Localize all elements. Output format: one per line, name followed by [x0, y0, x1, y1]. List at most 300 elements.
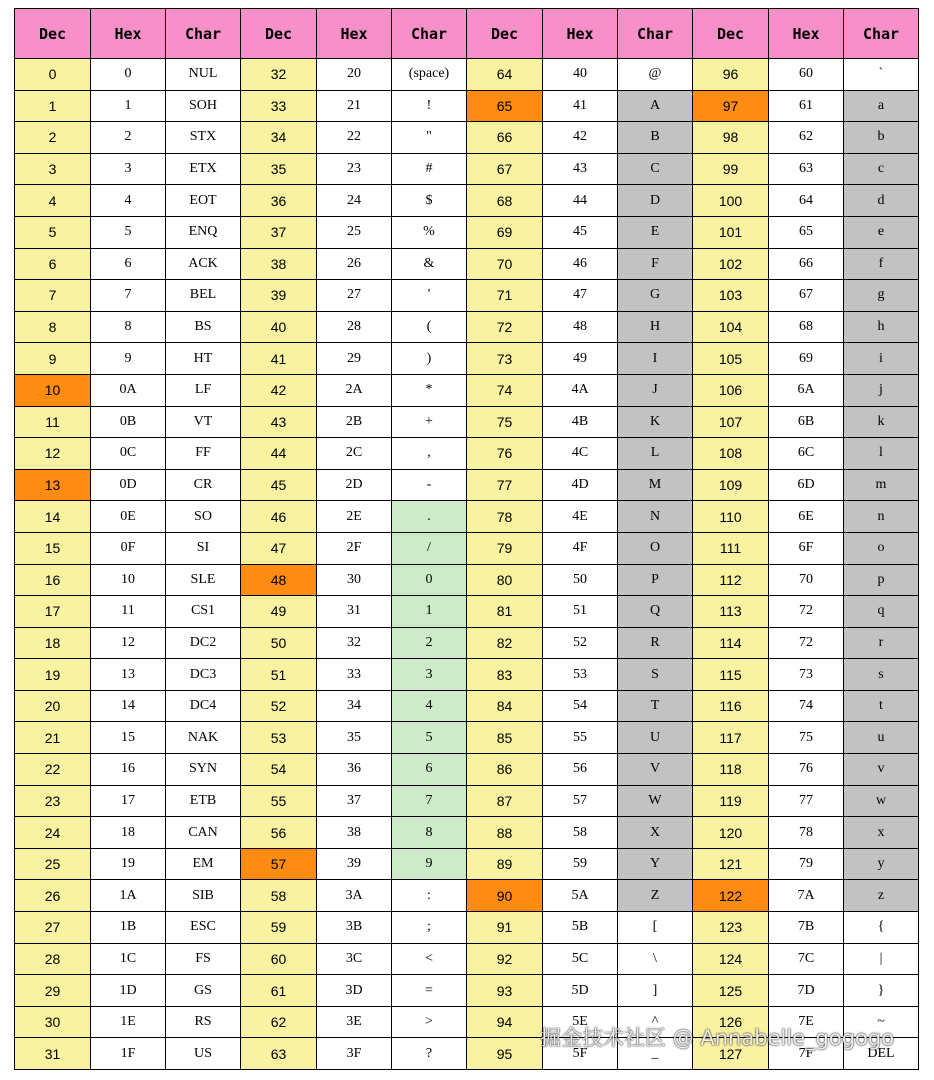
char-cell: N: [618, 501, 693, 533]
table-row: [15, 564, 919, 596]
dec-cell: 57: [241, 848, 317, 880]
dec-cell: 51: [241, 659, 317, 691]
char-cell: Q: [618, 596, 693, 628]
dec-cell: 16: [15, 564, 91, 596]
hex-cell: 1: [91, 90, 166, 122]
char-cell: ACK: [166, 248, 241, 280]
hex-cell: 4F: [543, 532, 618, 564]
dec-cell: 27: [15, 912, 91, 944]
char-cell: R: [618, 627, 693, 659]
column-header: Hex: [317, 9, 392, 59]
hex-cell: 43: [543, 153, 618, 185]
hex-cell: 74: [769, 690, 844, 722]
hex-cell: 5B: [543, 912, 618, 944]
column-header: Char: [392, 9, 467, 59]
hex-cell: 75: [769, 722, 844, 754]
hex-cell: 50: [543, 564, 618, 596]
char-cell: CS1: [166, 596, 241, 628]
dec-cell: 80: [467, 564, 543, 596]
dec-cell: 121: [693, 848, 769, 880]
hex-cell: 5F: [543, 1038, 618, 1070]
column-header: Hex: [91, 9, 166, 59]
dec-cell: 67: [467, 153, 543, 185]
char-cell: DC4: [166, 690, 241, 722]
hex-cell: 3F: [317, 1038, 392, 1070]
hex-cell: 13: [91, 659, 166, 691]
dec-cell: 40: [241, 311, 317, 343]
table-row: [15, 501, 919, 533]
hex-cell: 53: [543, 659, 618, 691]
dec-cell: 32: [241, 59, 317, 91]
table-row: [15, 817, 919, 849]
dec-cell: 78: [467, 501, 543, 533]
hex-cell: 38: [317, 817, 392, 849]
char-cell: DC3: [166, 659, 241, 691]
hex-cell: 5D: [543, 975, 618, 1007]
hex-cell: 37: [317, 785, 392, 817]
char-cell: (: [392, 311, 467, 343]
char-cell: ESC: [166, 912, 241, 944]
column-header: Dec: [467, 9, 543, 59]
dec-cell: 113: [693, 596, 769, 628]
char-cell: M: [618, 469, 693, 501]
dec-cell: 114: [693, 627, 769, 659]
dec-cell: 116: [693, 690, 769, 722]
hex-cell: 5E: [543, 1006, 618, 1038]
table-row: [15, 185, 919, 217]
hex-cell: 2: [91, 122, 166, 154]
hex-cell: 66: [769, 248, 844, 280]
column-header: Hex: [543, 9, 618, 59]
char-cell: ): [392, 343, 467, 375]
dec-cell: 23: [15, 785, 91, 817]
table-row: [15, 216, 919, 248]
char-cell: .: [392, 501, 467, 533]
hex-cell: 78: [769, 817, 844, 849]
hex-cell: 72: [769, 596, 844, 628]
hex-cell: 7C: [769, 943, 844, 975]
hex-cell: 1E: [91, 1006, 166, 1038]
dec-cell: 108: [693, 438, 769, 470]
hex-cell: 63: [769, 153, 844, 185]
hex-cell: 8: [91, 311, 166, 343]
dec-cell: 100: [693, 185, 769, 217]
column-header: Char: [166, 9, 241, 59]
char-cell: G: [618, 280, 693, 312]
hex-cell: 19: [91, 848, 166, 880]
char-cell: D: [618, 185, 693, 217]
dec-cell: 107: [693, 406, 769, 438]
table-row: [15, 406, 919, 438]
dec-cell: 126: [693, 1006, 769, 1038]
table-row: [15, 596, 919, 628]
column-header: Dec: [693, 9, 769, 59]
hex-cell: 35: [317, 722, 392, 754]
char-cell: BS: [166, 311, 241, 343]
dec-cell: 55: [241, 785, 317, 817]
dec-cell: 76: [467, 438, 543, 470]
char-cell: EOT: [166, 185, 241, 217]
char-cell: HT: [166, 343, 241, 375]
hex-cell: 1C: [91, 943, 166, 975]
char-cell: C: [618, 153, 693, 185]
hex-cell: 7: [91, 280, 166, 312]
dec-cell: 8: [15, 311, 91, 343]
char-cell: ;: [392, 912, 467, 944]
dec-cell: 65: [467, 90, 543, 122]
hex-cell: 34: [317, 690, 392, 722]
hex-cell: 0C: [91, 438, 166, 470]
dec-cell: 64: [467, 59, 543, 91]
hex-cell: 47: [543, 280, 618, 312]
hex-cell: 76: [769, 754, 844, 786]
dec-cell: 24: [15, 817, 91, 849]
char-cell: \: [618, 943, 693, 975]
table-row: [15, 438, 919, 470]
hex-cell: 11: [91, 596, 166, 628]
dec-cell: 94: [467, 1006, 543, 1038]
dec-cell: 81: [467, 596, 543, 628]
dec-cell: 104: [693, 311, 769, 343]
dec-cell: 46: [241, 501, 317, 533]
table-row: [15, 912, 919, 944]
char-cell: o: [844, 532, 919, 564]
hex-cell: 2F: [317, 532, 392, 564]
char-cell: 6: [392, 754, 467, 786]
hex-cell: 5A: [543, 880, 618, 912]
dec-cell: 14: [15, 501, 91, 533]
hex-cell: 30: [317, 564, 392, 596]
char-cell: P: [618, 564, 693, 596]
dec-cell: 68: [467, 185, 543, 217]
dec-cell: 59: [241, 912, 317, 944]
hex-cell: 6A: [769, 374, 844, 406]
char-cell: O: [618, 532, 693, 564]
hex-cell: 5C: [543, 943, 618, 975]
char-cell: <: [392, 943, 467, 975]
char-cell: Z: [618, 880, 693, 912]
char-cell: A: [618, 90, 693, 122]
dec-cell: 71: [467, 280, 543, 312]
dec-cell: 66: [467, 122, 543, 154]
dec-cell: 41: [241, 343, 317, 375]
hex-cell: 0: [91, 59, 166, 91]
hex-cell: 28: [317, 311, 392, 343]
hex-cell: 61: [769, 90, 844, 122]
dec-cell: 39: [241, 280, 317, 312]
dec-cell: 45: [241, 469, 317, 501]
dec-cell: 63: [241, 1038, 317, 1070]
dec-cell: 20: [15, 690, 91, 722]
dec-cell: 75: [467, 406, 543, 438]
char-cell: +: [392, 406, 467, 438]
hex-cell: 3A: [317, 880, 392, 912]
hex-cell: 0B: [91, 406, 166, 438]
hex-cell: 2B: [317, 406, 392, 438]
dec-cell: 69: [467, 216, 543, 248]
hex-cell: 42: [543, 122, 618, 154]
table-row: [15, 722, 919, 754]
char-cell: ETX: [166, 153, 241, 185]
dec-cell: 15: [15, 532, 91, 564]
hex-cell: 0D: [91, 469, 166, 501]
char-cell: _: [618, 1038, 693, 1070]
dec-cell: 26: [15, 880, 91, 912]
char-cell: w: [844, 785, 919, 817]
char-cell: /: [392, 532, 467, 564]
hex-cell: 15: [91, 722, 166, 754]
dec-cell: 48: [241, 564, 317, 596]
hex-cell: 27: [317, 280, 392, 312]
char-cell: FF: [166, 438, 241, 470]
char-cell: >: [392, 1006, 467, 1038]
char-cell: J: [618, 374, 693, 406]
hex-cell: 6: [91, 248, 166, 280]
dec-cell: 19: [15, 659, 91, 691]
dec-cell: 54: [241, 754, 317, 786]
dec-cell: 91: [467, 912, 543, 944]
dec-cell: 95: [467, 1038, 543, 1070]
hex-cell: 62: [769, 122, 844, 154]
dec-cell: 17: [15, 596, 91, 628]
dec-cell: 36: [241, 185, 317, 217]
table-row: [15, 1038, 919, 1070]
table-row: [15, 90, 919, 122]
char-cell: 9: [392, 848, 467, 880]
hex-cell: 54: [543, 690, 618, 722]
char-cell: |: [844, 943, 919, 975]
char-cell: DC2: [166, 627, 241, 659]
char-cell: i: [844, 343, 919, 375]
dec-cell: 61: [241, 975, 317, 1007]
hex-cell: 4E: [543, 501, 618, 533]
char-cell: $: [392, 185, 467, 217]
char-cell: CAN: [166, 817, 241, 849]
dec-cell: 34: [241, 122, 317, 154]
char-cell: 4: [392, 690, 467, 722]
char-cell: d: [844, 185, 919, 217]
dec-cell: 83: [467, 659, 543, 691]
table-row: [15, 248, 919, 280]
hex-cell: 33: [317, 659, 392, 691]
char-cell: %: [392, 216, 467, 248]
hex-cell: 0F: [91, 532, 166, 564]
hex-cell: 14: [91, 690, 166, 722]
char-cell: RS: [166, 1006, 241, 1038]
column-header: Dec: [15, 9, 91, 59]
char-cell: L: [618, 438, 693, 470]
dec-cell: 106: [693, 374, 769, 406]
table-body: [15, 59, 919, 1070]
dec-cell: 6: [15, 248, 91, 280]
dec-cell: 103: [693, 280, 769, 312]
char-cell: US: [166, 1038, 241, 1070]
hex-cell: 2D: [317, 469, 392, 501]
hex-cell: 4B: [543, 406, 618, 438]
table-row: [15, 59, 919, 91]
char-cell: F: [618, 248, 693, 280]
char-cell: SOH: [166, 90, 241, 122]
char-cell: ETB: [166, 785, 241, 817]
char-cell: ?: [392, 1038, 467, 1070]
hex-cell: 46: [543, 248, 618, 280]
dec-cell: 111: [693, 532, 769, 564]
hex-cell: 10: [91, 564, 166, 596]
char-cell: W: [618, 785, 693, 817]
hex-cell: 51: [543, 596, 618, 628]
column-header: Hex: [769, 9, 844, 59]
dec-cell: 60: [241, 943, 317, 975]
hex-cell: 3B: [317, 912, 392, 944]
dec-cell: 53: [241, 722, 317, 754]
hex-cell: 18: [91, 817, 166, 849]
dec-cell: 112: [693, 564, 769, 596]
char-cell: v: [844, 754, 919, 786]
hex-cell: 1A: [91, 880, 166, 912]
char-cell: ': [392, 280, 467, 312]
table-row: [15, 627, 919, 659]
hex-cell: 48: [543, 311, 618, 343]
dec-cell: 28: [15, 943, 91, 975]
dec-cell: 11: [15, 406, 91, 438]
char-cell: y: [844, 848, 919, 880]
hex-cell: 40: [543, 59, 618, 91]
char-cell: NUL: [166, 59, 241, 91]
hex-cell: 3E: [317, 1006, 392, 1038]
dec-cell: 115: [693, 659, 769, 691]
hex-cell: 45: [543, 216, 618, 248]
char-cell: f: [844, 248, 919, 280]
char-cell: BEL: [166, 280, 241, 312]
hex-cell: 29: [317, 343, 392, 375]
char-cell: 3: [392, 659, 467, 691]
dec-cell: 50: [241, 627, 317, 659]
hex-cell: 26: [317, 248, 392, 280]
char-cell: &: [392, 248, 467, 280]
char-cell: (space): [392, 59, 467, 91]
char-cell: ENQ: [166, 216, 241, 248]
dec-cell: 93: [467, 975, 543, 1007]
dec-cell: 58: [241, 880, 317, 912]
hex-cell: 77: [769, 785, 844, 817]
table-row: [15, 943, 919, 975]
dec-cell: 96: [693, 59, 769, 91]
char-cell: @: [618, 59, 693, 91]
char-cell: =: [392, 975, 467, 1007]
char-cell: :: [392, 880, 467, 912]
char-cell: GS: [166, 975, 241, 1007]
char-cell: b: [844, 122, 919, 154]
dec-cell: 122: [693, 880, 769, 912]
dec-cell: 72: [467, 311, 543, 343]
dec-cell: 44: [241, 438, 317, 470]
table-row: [15, 1006, 919, 1038]
dec-cell: 92: [467, 943, 543, 975]
dec-cell: 127: [693, 1038, 769, 1070]
dec-cell: 98: [693, 122, 769, 154]
dec-cell: 84: [467, 690, 543, 722]
dec-cell: 30: [15, 1006, 91, 1038]
hex-cell: 3D: [317, 975, 392, 1007]
hex-cell: 20: [317, 59, 392, 91]
dec-cell: 62: [241, 1006, 317, 1038]
hex-cell: 12: [91, 627, 166, 659]
dec-cell: 25: [15, 848, 91, 880]
hex-cell: 7D: [769, 975, 844, 1007]
dec-cell: 109: [693, 469, 769, 501]
char-cell: *: [392, 374, 467, 406]
char-cell: 1: [392, 596, 467, 628]
hex-cell: 7A: [769, 880, 844, 912]
char-cell: q: [844, 596, 919, 628]
char-cell: [: [618, 912, 693, 944]
hex-cell: 4: [91, 185, 166, 217]
char-cell: X: [618, 817, 693, 849]
dec-cell: 5: [15, 216, 91, 248]
table-row: [15, 754, 919, 786]
hex-cell: 9: [91, 343, 166, 375]
char-cell: ^: [618, 1006, 693, 1038]
hex-cell: 6C: [769, 438, 844, 470]
dec-cell: 79: [467, 532, 543, 564]
char-cell: SLE: [166, 564, 241, 596]
hex-cell: 52: [543, 627, 618, 659]
char-cell: p: [844, 564, 919, 596]
hex-cell: 2C: [317, 438, 392, 470]
dec-cell: 99: [693, 153, 769, 185]
dec-cell: 22: [15, 754, 91, 786]
hex-cell: 23: [317, 153, 392, 185]
dec-cell: 110: [693, 501, 769, 533]
char-cell: `: [844, 59, 919, 91]
dec-cell: 118: [693, 754, 769, 786]
char-cell: h: [844, 311, 919, 343]
hex-cell: 21: [317, 90, 392, 122]
char-cell: 2: [392, 627, 467, 659]
table-row: [15, 659, 919, 691]
char-cell: 8: [392, 817, 467, 849]
hex-cell: 67: [769, 280, 844, 312]
hex-cell: 65: [769, 216, 844, 248]
dec-cell: 31: [15, 1038, 91, 1070]
char-cell: I: [618, 343, 693, 375]
dec-cell: 101: [693, 216, 769, 248]
table-row: [15, 469, 919, 501]
dec-cell: 42: [241, 374, 317, 406]
char-cell: NAK: [166, 722, 241, 754]
hex-cell: 7E: [769, 1006, 844, 1038]
char-cell: n: [844, 501, 919, 533]
dec-cell: 43: [241, 406, 317, 438]
char-cell: U: [618, 722, 693, 754]
dec-cell: 124: [693, 943, 769, 975]
dec-cell: 105: [693, 343, 769, 375]
dec-cell: 35: [241, 153, 317, 185]
hex-cell: 4C: [543, 438, 618, 470]
char-cell: E: [618, 216, 693, 248]
dec-cell: 49: [241, 596, 317, 628]
table-row: [15, 975, 919, 1007]
dec-cell: 73: [467, 343, 543, 375]
table-row: [15, 280, 919, 312]
char-cell: STX: [166, 122, 241, 154]
char-cell: SI: [166, 532, 241, 564]
char-cell: 7: [392, 785, 467, 817]
header-row: [15, 9, 919, 59]
hex-cell: 16: [91, 754, 166, 786]
table-row: [15, 532, 919, 564]
char-cell: H: [618, 311, 693, 343]
